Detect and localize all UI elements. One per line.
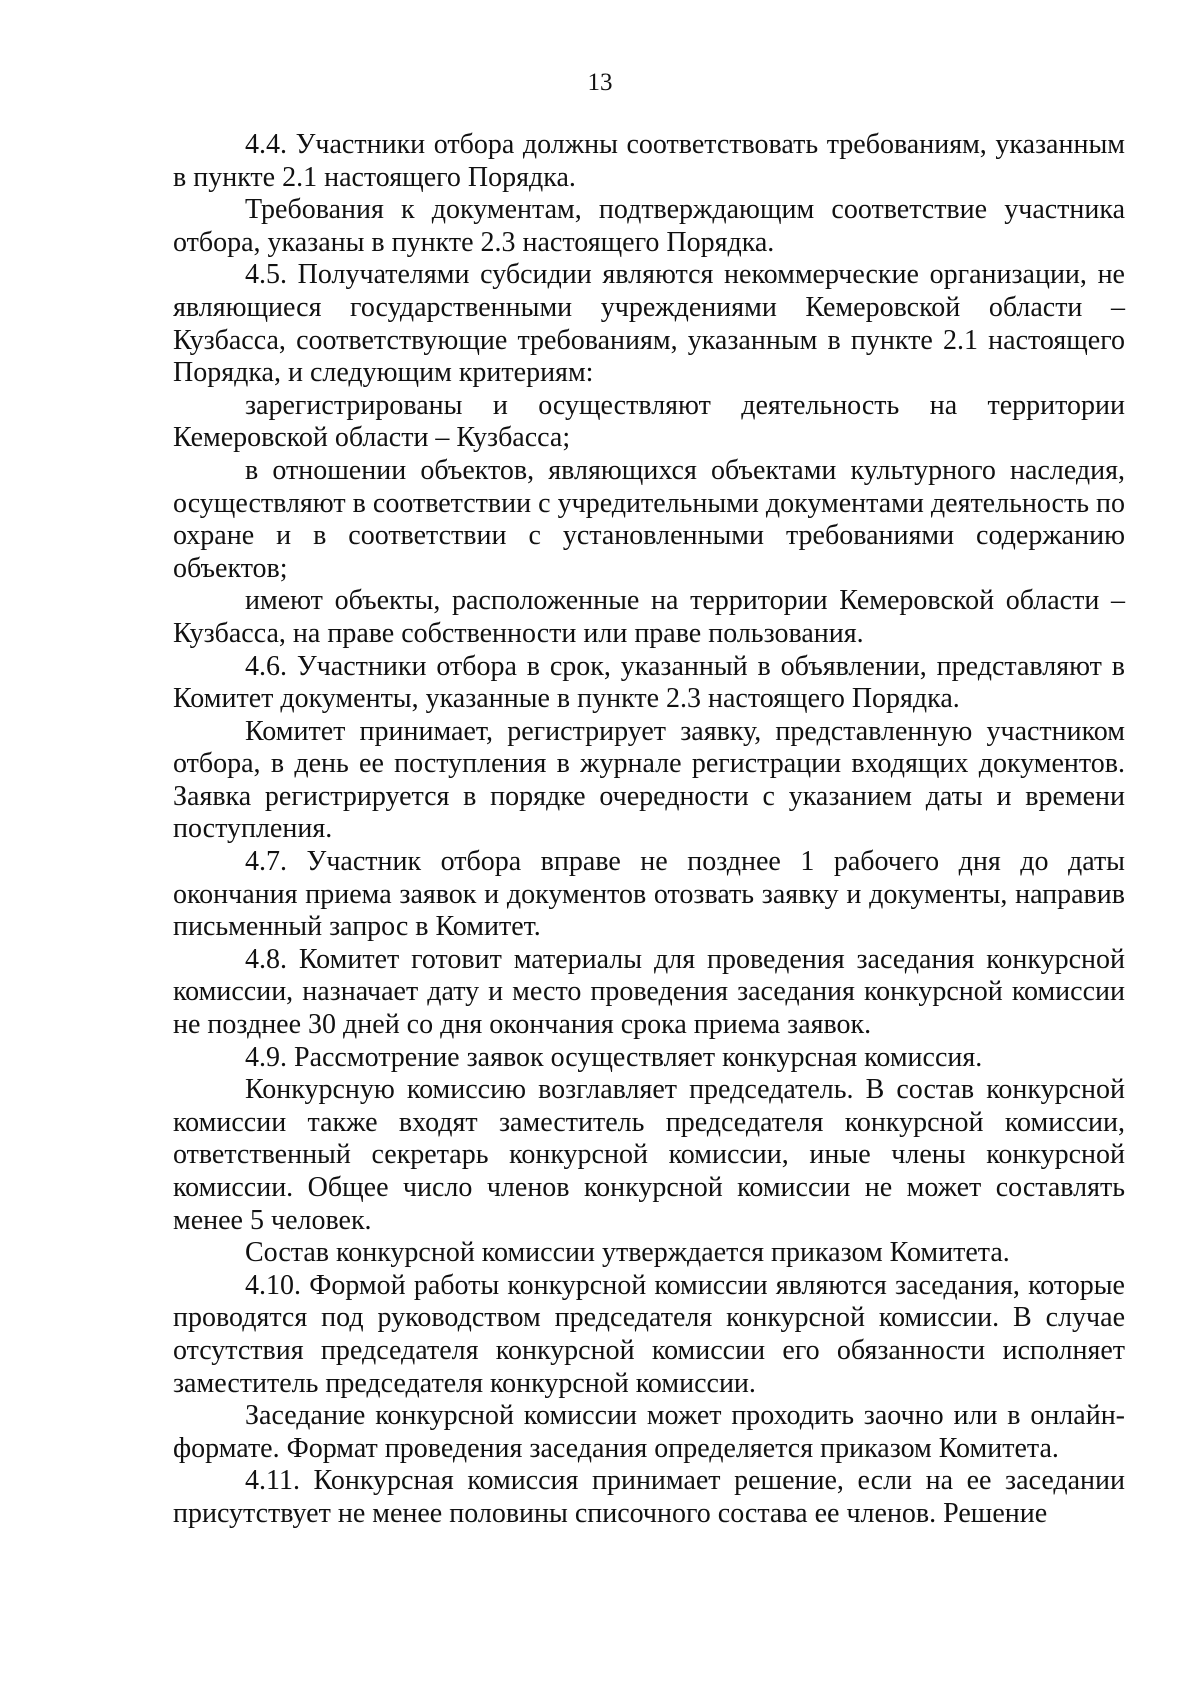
criterion-registered: зарегистрированы и осуществляют деятельность на территории Кемеровской области – Кузбасса; — [173, 389, 1125, 454]
paragraph-4-7: 4.7. Участник отбора вправе не позднее 1 рабочего дня до даты окончания приема заявок и документов отозвать заявку и документы, направив письменный запрос в Комитет. — [173, 846, 1125, 943]
paragraph-application-registration: Комитет принимает, регистрирует заявку, представленную участником отбора, в день ее поступления в журнале регистрации входящих документов. Заявка регистрируется в порядке очередности с указанием даты и времени поступления. — [173, 715, 1125, 845]
paragraph-4-8: 4.8. Комитет готовит материалы для проведения заседания конкурсной комиссии, назначает дату и место проведения заседания конкурсной комиссии не позднее 30 дней со дня окончания срока приема заявок. — [173, 943, 1125, 1041]
paragraph-4-11: 4.11. Конкурсная комиссия принимает решение, если на ее заседании присутствует не менее половины списочного состава ее членов. Решение — [173, 1465, 1125, 1529]
paragraph-4-6: 4.6. Участники отбора в срок, указанный в объявлении, представляют в Комитет документы, указанные в пункте 2.3 настоящего Порядка. — [173, 650, 1125, 715]
criterion-heritage-activity: в отношении объектов, являющихся объектами культурного наследия, осуществляют в соответствии с учредительными документами деятельность по охране и в соответствии с установленными требованиями содержанию объектов; — [173, 454, 1125, 584]
paragraph-4-4: 4.4. Участники отбора должны соответствовать требованиям, указанным в пункте 2.1 настоящего Порядка. — [173, 129, 1125, 193]
page-number: 13 — [587, 69, 613, 96]
paragraph-document-requirements: Требования к документам, подтверждающим соответствие участника отбора, указаны в пункте 2.3 настоящего Порядка. — [173, 194, 1125, 258]
paragraph-meeting-format: Заседание конкурсной комиссии может проходить заочно или в онлайн-формате. Формат проведения заседания определяется приказом Комитета. — [173, 1400, 1125, 1464]
paragraph-4-10: 4.10. Формой работы конкурсной комиссии являются заседания, которые проводятся под руководством председателя конкурсной комиссии. В случае отсутствия председателя конкурсной комиссии его обязанности исполняет заместитель председателя конкурсной комиссии. — [173, 1269, 1125, 1399]
paragraph-commission-approval: Состав конкурсной комиссии утверждается приказом Комитета. — [245, 1237, 1010, 1269]
paragraph-commission-members: Конкурсную комиссию возглавляет председатель. В состав конкурсной комиссии также входят заместитель председателя конкурсной комиссии, ответственный секретарь конкурсной комиссии, иные члены конкурсной комиссии. Общее число членов конкурсной комиссии не может составлять менее 5 человек. — [173, 1074, 1125, 1236]
document-body — [173, 129, 1125, 1531]
paragraph-4-9: 4.9. Рассмотрение заявок осуществляет конкурсная комиссия. — [245, 1041, 983, 1073]
paragraph-4-5: 4.5. Получателями субсидии являются некоммерческие организации, не являющиеся государственными учреждениями Кемеровской области – Кузбасса, соответствующие требованиям, указанным в пункте 2.1 настоящего Порядка, и следующим критериям: — [173, 259, 1125, 389]
criterion-property-rights: имеют объекты, расположенные на территории Кемеровской области – Кузбасса, на праве собственности или праве пользования. — [173, 585, 1125, 649]
